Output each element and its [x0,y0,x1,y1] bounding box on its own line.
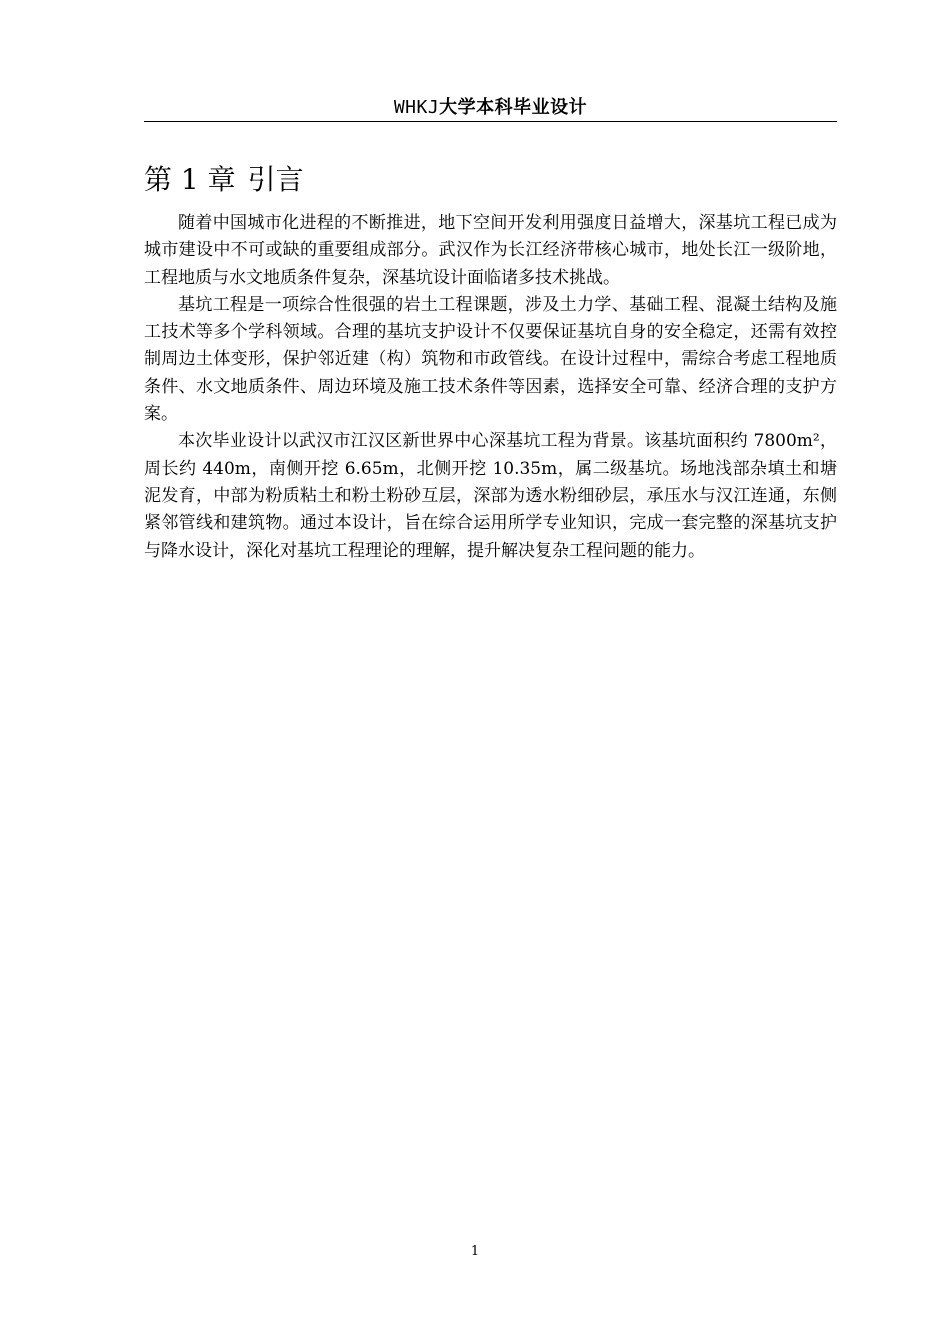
body-text [144,210,837,565]
page-number: 1 [470,1244,480,1259]
paragraph-3: 本次毕业设计以武汉市江汉区新世界中心深基坑工程为背景。该基坑面积约 7800m²，周长约 440m，南侧开挖 6.65m，北侧开挖 10.35m，属二级基坑。场地浅部杂填土和塘泥发育，中部为粉质粘土和粉土粉砂互层，深部为透水粉细砂层，承压水与汉江连通，东侧紧邻管线和建筑物。通过本设计，旨在综合运用所学专业知识，完成一套完整的深基坑支护与降水设计，深化对基坑工程理论的理解，提升解决复杂工程问题的能力。 [144,431,837,561]
paragraph-1: 随着中国城市化进程的不断推进，地下空间开发利用强度日益增大，深基坑工程已成为城市建设中不可或缺的重要组成部分。武汉作为长江经济带核心城市，地处长江一级阶地，工程地质与水文地质条件复杂，深基坑设计面临诸多技术挑战。 [144,213,837,288]
page-header [144,94,837,121]
header-rule [144,121,837,122]
chapter-title [144,160,304,200]
chapter-label: 第 1 章 [144,163,236,196]
paragraph-2: 基坑工程是一项综合性很强的岩土工程课题，涉及土力学、基础工程、混凝土结构及施工技术等多个学科领域。合理的基坑支护设计不仅要保证基坑自身的安全稳定，还需有效控制周边土体变形，保护邻近建（构）筑物和市政管线。在设计过程中，需综合考虑工程地质条件、水文地质条件、周边环境及施工技术条件等因素，选择安全可靠、经济合理的支护方案。 [144,294,837,425]
header-prefix: WHKJ [393,97,440,118]
chapter-name: 引言 [247,163,304,196]
header-title: 大学本科毕业设计 [439,97,588,118]
